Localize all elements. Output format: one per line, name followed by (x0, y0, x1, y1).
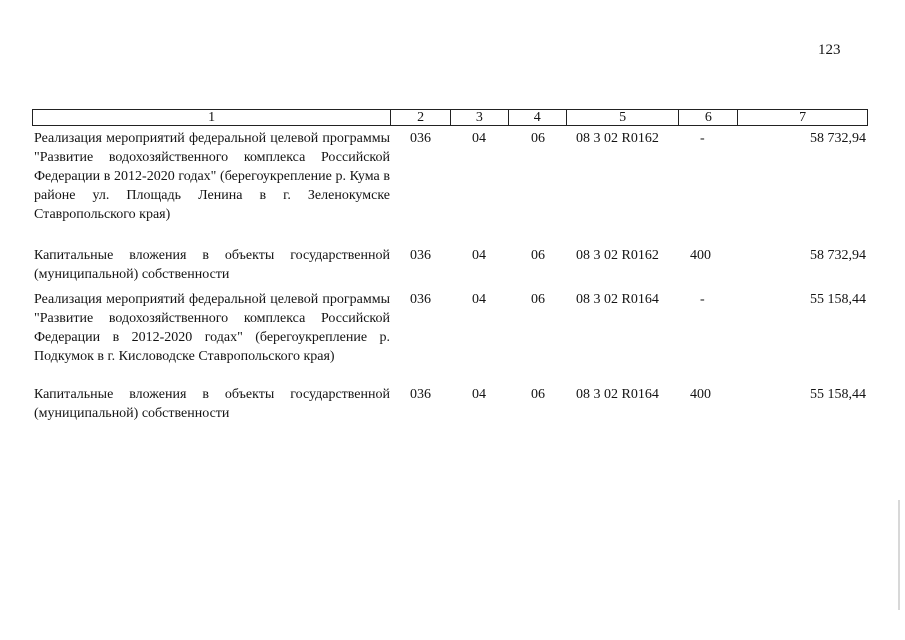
row-amount: 58 732,94 (810, 248, 866, 263)
row-amount: 58 732,94 (810, 131, 866, 146)
page-number: 123 (818, 42, 841, 58)
row-section: 04 (472, 248, 486, 263)
column-header-2: 2 (391, 110, 451, 125)
row-code: 036 (410, 131, 431, 146)
row-section: 04 (472, 131, 486, 146)
row-description: Капитальные вложения в объекты государственной (муниципальной) собственности (34, 387, 390, 421)
column-header-3: 3 (451, 110, 509, 125)
row-target-article: 08 3 02 R0164 (576, 387, 659, 402)
row-subsection: 06 (531, 131, 545, 146)
column-header-4: 4 (509, 110, 567, 125)
row-expense-type: 400 (690, 387, 711, 402)
row-amount: 55 158,44 (810, 387, 866, 402)
row-target-article: 08 3 02 R0164 (576, 292, 659, 307)
column-header-6: 6 (679, 110, 738, 125)
row-subsection: 06 (531, 292, 545, 307)
row-subsection: 06 (531, 387, 545, 402)
scan-edge-mark (898, 500, 900, 610)
table-header-row (32, 109, 868, 126)
row-code: 036 (410, 387, 431, 402)
row-expense-type: 400 (690, 248, 711, 263)
row-section: 04 (472, 292, 486, 307)
row-description: Реализация мероприятий федеральной целевой программы "Развитие водохозяйственного комплекса Российской Федерации в 2012-2020 годах" (берегоукрепление р. Подкумок в г. Кисловодске Ставропольского края) (34, 292, 390, 364)
row-amount: 55 158,44 (810, 292, 866, 307)
row-subsection: 06 (531, 248, 545, 263)
row-description: Капитальные вложения в объекты государственной (муниципальной) собственности (34, 248, 390, 282)
row-expense-type: - (700, 131, 705, 146)
row-code: 036 (410, 248, 431, 263)
column-header-7: 7 (799, 110, 807, 125)
row-code: 036 (410, 292, 431, 307)
row-description: Реализация мероприятий федеральной целевой программы "Развитие водохозяйственного комплекса Российской Федерации в 2012-2020 годах" (берегоукрепление р. Кума в районе ул. Площадь Ленина в г. Зеленокумске Ставропольского края) (34, 131, 390, 222)
column-header-5: 5 (567, 110, 680, 125)
row-target-article: 08 3 02 R0162 (576, 131, 659, 146)
row-section: 04 (472, 387, 486, 402)
row-expense-type: - (700, 292, 705, 307)
column-header-1: 1 (33, 110, 391, 125)
row-target-article: 08 3 02 R0162 (576, 248, 659, 263)
